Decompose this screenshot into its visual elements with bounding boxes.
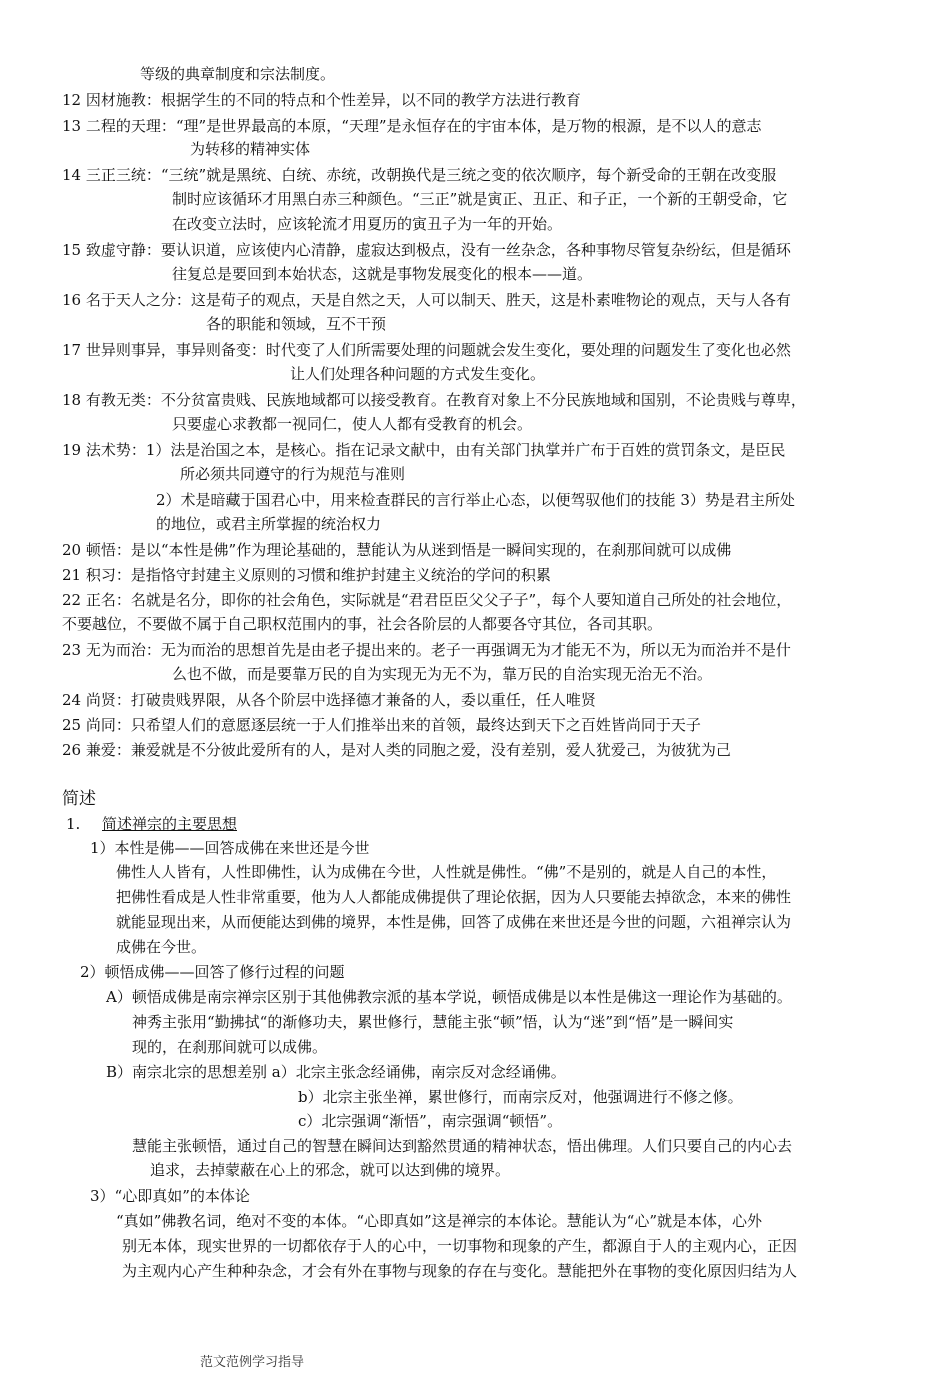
section-title: 简述 <box>62 789 96 809</box>
point-2-c-line-1: 慧能主张顿悟，通过自己的智慧在瞬间达到豁然贯通的精神状态，悟出佛理。人们只要自己的内心去 <box>132 1137 793 1155</box>
entry-20: 20 顿悟：是以“本性是佛”作为理论基础的，慧能认为从迷到悟是一瞬间实现的，在刹那间就可以成佛 <box>62 541 732 559</box>
entry-14-cont-2: 在改变立法时，应该轮流才用夏历的寅丑子为一年的开始。 <box>172 215 563 233</box>
entry-17: 17 世异则事异，事异则备变：时代变了人们所需要处理的问题就会发生变化，要处理的问题发生了变化也必然 <box>62 341 791 359</box>
entry-24: 24 尚贤：打破贵贱界限，从各个阶层中选择德才兼备的人，委以重任，任人唯贤 <box>62 691 596 709</box>
point-2-a-line-1: A）顿悟成佛是南宗禅宗区别于其他佛教宗派的基本学说，顿悟成佛是以本性是佛这一理论作为基础的。 <box>106 988 792 1006</box>
question-number: 1. <box>66 815 81 833</box>
entry-18-cont: 只要虚心求教都一视同仁，使人人都有受教育的机会。 <box>172 415 533 433</box>
entry-11-continuation: 等级的典章制度和宗法制度。 <box>140 65 336 83</box>
point-2-c-line-2: 追求，去掉蒙蔽在心上的邪念，就可以达到佛的境界。 <box>150 1161 511 1179</box>
entry-16: 16 名于天人之分：这是荀子的观点，天是自然之天，人可以制天、胜天，这是朴素唯物论的观点，天与人各有 <box>62 291 791 309</box>
entry-19-cont-2: 2）术是暗藏于国君心中，用来检查群民的言行举止心态，以便驾驭他们的技能 3）势是君主所处 <box>156 491 795 509</box>
entry-22-cont: 不要越位，不要做不属于自己职权范围内的事，社会各阶层的人都要各守其位，各司其职。 <box>62 615 663 633</box>
point-1-line-4: 成佛在今世。 <box>116 938 207 956</box>
entry-17-cont: 让人们处理各种问题的方式发生变化。 <box>290 365 546 383</box>
entry-13: 13 二程的天理：“理”是世界最高的本原，“天理”是永恒存在的宇宙本体，是万物的根源，是不以人的意志 <box>62 117 762 135</box>
point-2-a-line-2: 神秀主张用“勤拂拭“的渐修功夫，累世修行，慧能主张“顿”悟，认为“迷”到“悟”是一瞬间实 <box>132 1013 734 1031</box>
entry-13-cont: 为转移的精神实体 <box>190 140 311 158</box>
entry-19-cont-3: 的地位，或君主所掌握的统治权力 <box>156 515 382 533</box>
entry-12: 12 因材施教：根据学生的不同的特点和个性差异，以不同的教学方法进行教育 <box>62 91 581 109</box>
entry-21: 21 积习：是指恪守封建主义原则的习惯和维护封建主义统治的学问的积累 <box>62 566 551 584</box>
page-footer: 范文范例学习指导 <box>200 1355 305 1370</box>
point-1-line-1: 佛性人人皆有，人性即佛性，认为成佛在今世，人性就是佛性。“佛”不是别的，就是人自己的本性， <box>116 863 777 881</box>
point-3-heading: 3）“心即真如”的本体论 <box>90 1187 250 1205</box>
entry-25: 25 尚同：只希望人们的意愿逐层统一于人们推举出来的首领，最终达到天下之百姓皆尚同于天子 <box>62 716 701 734</box>
entry-23: 23 无为而治：无为而治的思想首先是由老子提出来的。老子一再强调无为才能无不为，所以无为而治并不是什 <box>62 641 791 659</box>
entry-15-cont: 往复总是要回到本始状态，这就是事物发展变化的根本——道。 <box>172 265 593 283</box>
entry-18: 18 有教无类：不分贫富贵贱、民族地域都可以接受教育。在教育对象上不分民族地域和国别，不论贵贱与尊卑， <box>62 391 806 409</box>
point-3-line-2: 别无本体，现实世界的一切都依存于人的心中，一切事物和现象的产生，都源自于人的主观内心，正因 <box>122 1237 798 1255</box>
point-2-a-line-3: 现的，在刹那间就可以成佛。 <box>132 1038 328 1056</box>
entry-14: 14 三正三统：“三统”就是黑统、白统、赤统，改朝换代是三统之变的依次顺序，每个新受命的王朝在改变服 <box>62 166 777 184</box>
entry-19: 19 法术势：1）法是治国之本，是核心。指在记录文献中，由有关部门执掌并广布于百姓的赏罚条文，是臣民 <box>62 441 786 459</box>
entry-22: 22 正名：名就是名分，即你的社会角色，实际就是“君君臣臣父父子子”，每个人要知道自己所处的社会地位， <box>62 591 792 609</box>
point-2-b-line-1: B）南宗北宗的思想差别 a）北宗主张念经诵佛，南宗反对念经诵佛。 <box>106 1063 566 1081</box>
point-3-line-3: 为主观内心产生种种杂念，才会有外在事物与现象的存在与变化。慧能把外在事物的变化原因归结为人 <box>122 1262 798 1280</box>
entry-26: 26 兼爱：兼爱就是不分彼此爱所有的人，是对人类的同胞之爱，没有差别，爱人犹爱己，为彼犹为己 <box>62 741 731 759</box>
point-2-heading: 2）顿悟成佛——回答了修行过程的问题 <box>80 963 345 981</box>
point-1-line-3: 就能显现出来，从而便能达到佛的境界，本性是佛，回答了成佛在来世还是今世的问题，六祖禅宗认为 <box>116 913 792 931</box>
entry-15: 15 致虚守静：要认识道，应该使内心清静，虚寂达到极点，没有一丝杂念，各种事物尽管复杂纷纭，但是循环 <box>62 241 791 259</box>
entry-23-cont: 么也不做，而是要靠万民的自为实现无为无不为，靠万民的自治实现无治无不治。 <box>172 665 713 683</box>
point-2-b-line-2: b）北宗主张坐禅，累世修行，而南宗反对，他强调进行不修之修。 <box>298 1088 743 1106</box>
point-1-heading: 1）本性是佛——回答成佛在来世还是今世 <box>90 839 370 857</box>
entry-14-cont-1: 制时应该循环才用黑白赤三种颜色。“三正”就是寅正、丑正、和子正，一个新的王朝受命，它 <box>172 190 788 208</box>
entry-19-cont-1: 所必须共同遵守的行为规范与准则 <box>180 465 406 483</box>
entry-16-cont: 各的职能和领域，互不干预 <box>206 315 387 333</box>
point-1-line-2: 把佛性看成是人性非常重要，他为人人都能成佛提供了理论依据，因为人只要能去掉欲念，本来的佛性 <box>116 888 792 906</box>
point-2-b-line-3: c）北宗强调“渐悟”，南宗强调“顿悟”。 <box>298 1112 563 1130</box>
question-title: 简述禅宗的主要思想 <box>102 815 238 833</box>
point-3-line-1: “真如”佛教名词，绝对不变的本体。“心即真如”这是禅宗的本体论。慧能认为“心”就是本体，心外 <box>116 1212 763 1230</box>
